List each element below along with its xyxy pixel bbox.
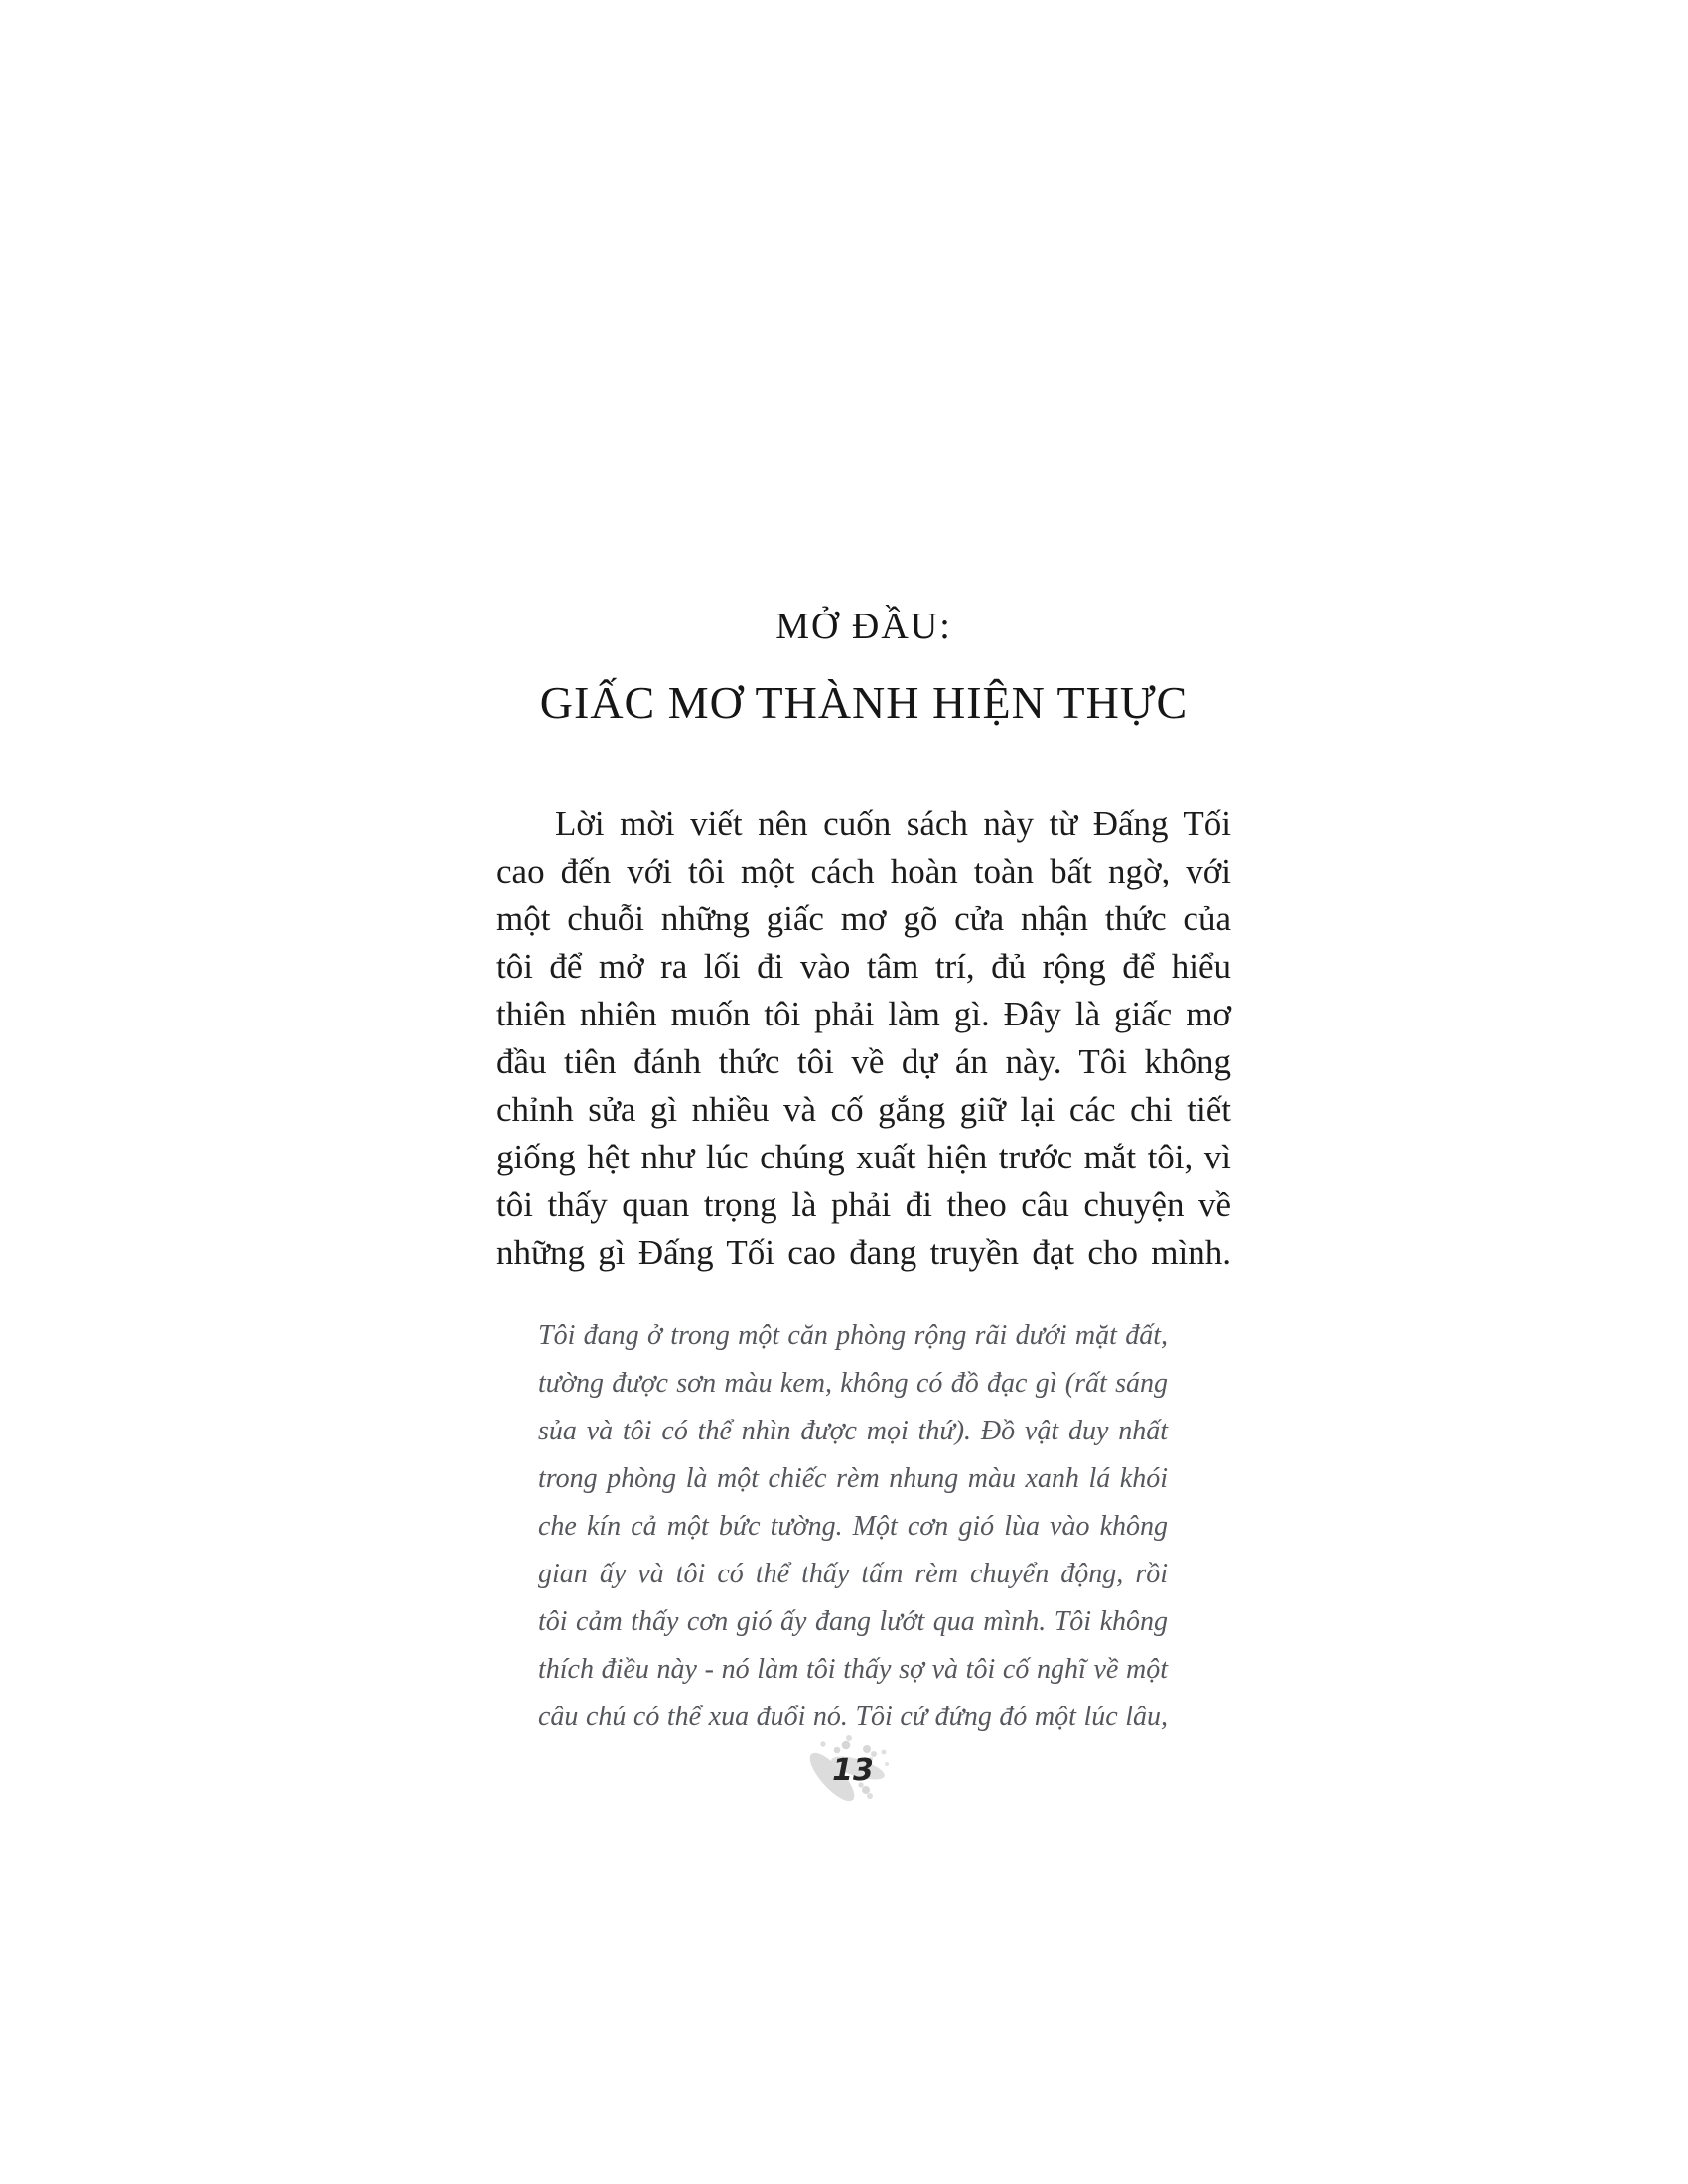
chapter-kicker: MỞ ĐẦU: <box>775 606 952 647</box>
page-number: 13 <box>832 1753 874 1788</box>
dream-line: gian ấy và tôi có thể thấy tấm rèm chuyển động, rồi <box>538 1559 1168 1589</box>
dream-line: trong phòng là một chiếc rèm nhung màu xanh lá khói <box>538 1463 1168 1494</box>
body-line: tôi thấy quan trọng là phải đi theo câu chuyện về <box>496 1185 1231 1224</box>
page-content <box>496 0 1231 2184</box>
body-line: thiên nhiên muốn tôi phải làm gì. Đây là giấc mơ <box>496 995 1231 1033</box>
intro-paragraph <box>496 800 1231 1277</box>
dream-line: tôi cảm thấy cơn gió ấy đang lướt qua mình. Tôi không <box>538 1606 1168 1637</box>
body-line: cao đến với tôi một cách hoàn toàn bất ngờ, với <box>496 852 1231 890</box>
chapter-title: GIẤC MƠ THÀNH HIỆN THỰC <box>539 677 1189 728</box>
dream-line: Tôi đang ở trong một căn phòng rộng rãi dưới mặt đất, <box>538 1320 1168 1351</box>
body-line: một chuỗi những giấc mơ gõ cửa nhận thức của <box>496 899 1231 938</box>
dream-line: sủa và tôi có thể nhìn được mọi thứ). Đồ vật duy nhất <box>538 1416 1168 1446</box>
dream-line: che kín cả một bức tường. Một cơn gió lùa vào không <box>538 1511 1168 1542</box>
body-line: chỉnh sửa gì nhiều và cố gắng giữ lại các chi tiết <box>496 1090 1231 1129</box>
body-line: Lời mời viết nên cuốn sách này từ Đấng Tối <box>555 804 1231 843</box>
dream-line: tường được sơn màu kem, không có đồ đạc gì (rất sáng <box>538 1368 1168 1399</box>
body-line: tôi để mở ra lối đi vào tâm trí, đủ rộng để hiểu <box>496 947 1231 986</box>
body-line: đầu tiên đánh thức tôi về dự án này. Tôi không <box>496 1042 1231 1081</box>
page-footer <box>788 1729 917 1824</box>
body-line: những gì Đấng Tối cao đang truyền đạt cho mình. <box>496 1233 1231 1272</box>
body-line: giống hệt như lúc chúng xuất hiện trước mắt tôi, vì <box>496 1138 1231 1176</box>
dream-line: câu chú có thể xua đuổi nó. Tôi cứ đứng đó một lúc lâu, <box>538 1702 1168 1732</box>
dream-line: thích điều này - nó làm tôi thấy sợ và tôi cố nghĩ về một <box>538 1654 1168 1685</box>
dream-quote-paragraph <box>538 1312 1168 1741</box>
